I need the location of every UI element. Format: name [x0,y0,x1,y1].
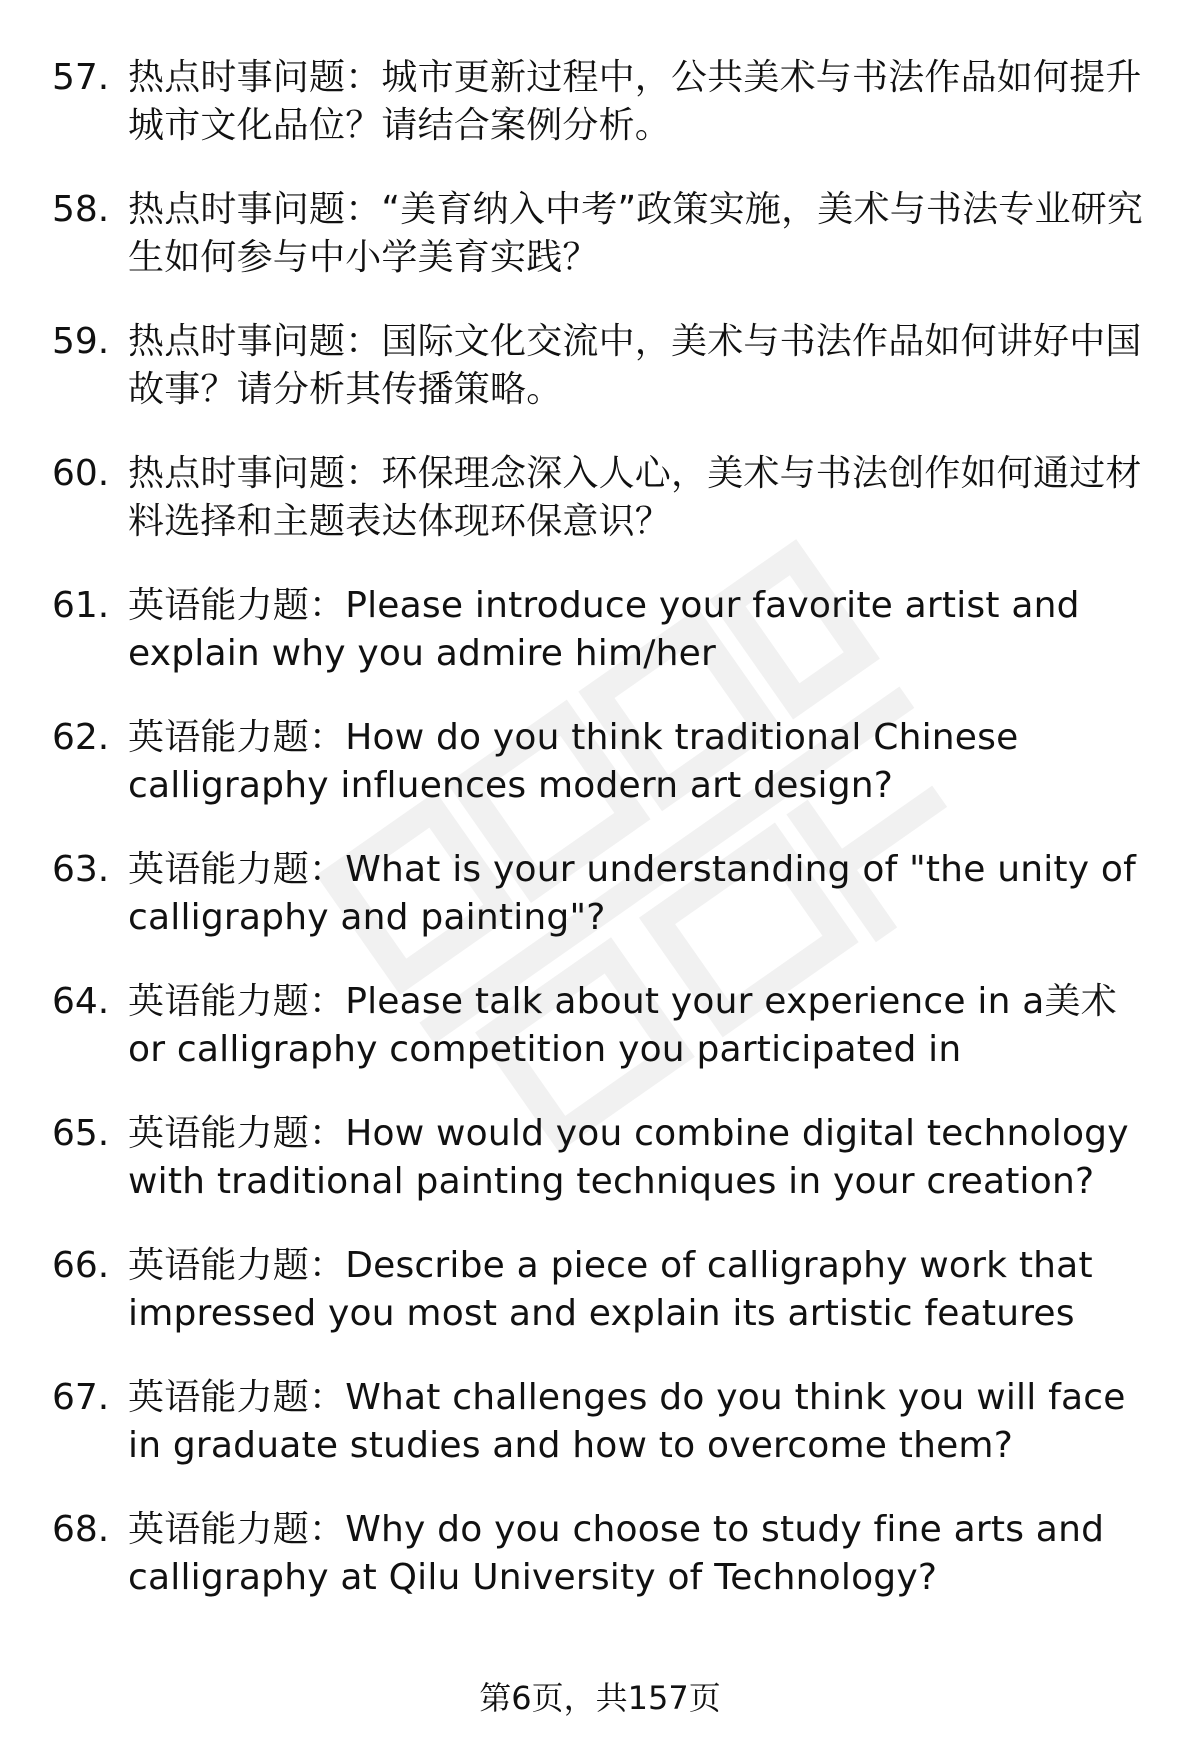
question-text: 英语能力题：Describe a piece of calligraphy work that impressed you most and explain its artistic features [128,1245,1093,1334]
question-item [52,1506,1152,1638]
question-number: 63. [52,849,110,890]
question-number: 67. [52,1377,110,1418]
question-number: 65. [52,1113,110,1154]
question-text: 热点时事问题：国际文化交流中，美术与书法作品如何讲好中国故事？请分析其传播策略。 [128,321,1142,410]
question-text: 英语能力题：What challenges do you think you will face in graduate studies and how to overcome them? [128,1377,1126,1466]
question-item [52,582,1152,714]
question-item [52,450,1152,582]
question-item [52,186,1152,318]
question-text: 英语能力题：Please talk about your experience in a美术 or calligraphy competition you participated in [128,981,1117,1070]
question-number: 58. [52,189,110,230]
question-number: 68. [52,1509,110,1550]
question-number: 57. [52,57,110,98]
question-item [52,1242,1152,1374]
question-text: 热点时事问题：城市更新过程中，公共美术与书法作品如何提升城市文化品位？请结合案例分析。 [128,57,1142,146]
question-text: 热点时事问题：环保理念深入人心，美术与书法创作如何通过材料选择和主题表达体现环保意识？ [128,453,1142,542]
question-text: 英语能力题：How would you combine digital technology with traditional painting techniques in your creation? [128,1113,1129,1202]
question-text: 热点时事问题：“美育纳入中考”政策实施，美术与书法专业研究生如何参与中小学美育实践？ [128,189,1144,278]
question-item [52,318,1152,450]
question-number: 60. [52,453,110,494]
page-number-label: 第6页，共157页 [479,1679,721,1717]
question-number: 59. [52,321,110,362]
page-footer [0,1678,1200,1718]
question-item [52,978,1152,1110]
question-item [52,846,1152,978]
question-item [52,1374,1152,1506]
question-item [52,54,1152,186]
question-item [52,1110,1152,1242]
question-text: 英语能力题：Please introduce your favorite artist and explain why you admire him/her [128,585,1080,674]
question-number: 66. [52,1245,110,1286]
question-list [52,54,1152,1638]
question-text: 英语能力题：Why do you choose to study fine arts and calligraphy at Qilu University of Technology? [128,1509,1105,1598]
question-text: 英语能力题：What is your understanding of "the unity of calligraphy and painting"? [128,849,1136,938]
question-number: 62. [52,717,110,758]
question-number: 64. [52,981,110,1022]
question-number: 61. [52,585,110,626]
question-text: 英语能力题：How do you think traditional Chinese calligraphy influences modern art design? [128,717,1019,806]
question-item [52,714,1152,846]
